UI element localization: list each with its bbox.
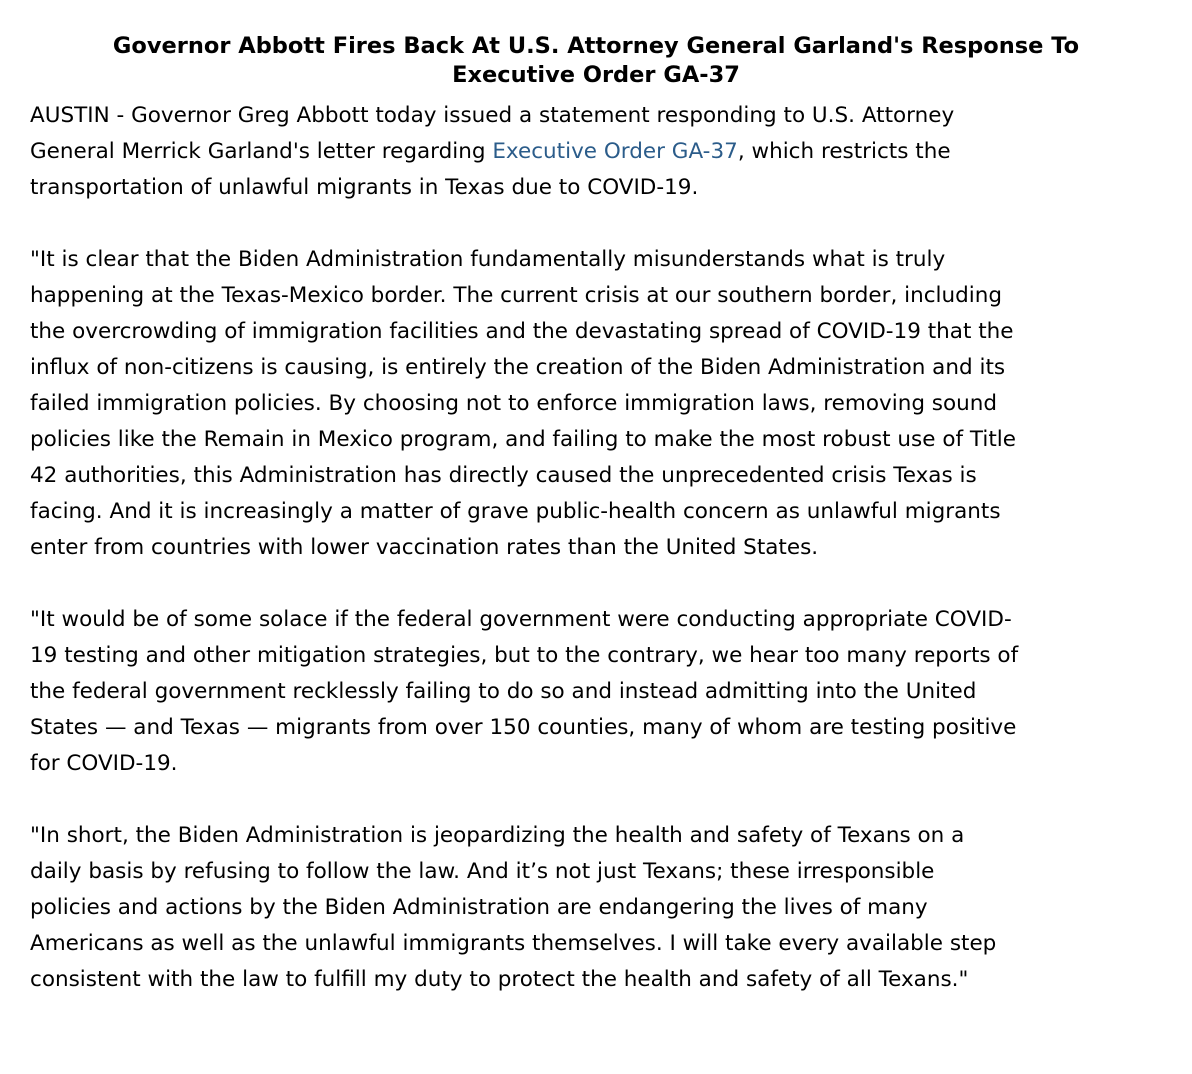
text-line: failed immigration policies. By choosing not to enforce immigration laws, removing sound: [30, 391, 998, 416]
text-line: Americans as well as the unlawful immigrants themselves. I will take every available step: [30, 931, 997, 956]
title-line: Governor Abbott Fires Back At U.S. Attorney General Garland's Response To: [112, 33, 1080, 59]
text-line: daily basis by refusing to follow the law. And it’s not just Texans; these irresponsible: [30, 859, 935, 884]
quote-paragraph: [30, 602, 1192, 782]
text-line: 19 testing and other mitigation strategies, but to the contrary, we hear too many reports of: [30, 643, 1019, 668]
executive-order-link[interactable]: Executive Order GA-37: [492, 139, 738, 164]
text-line: "It is clear that the Biden Administration fundamentally misunderstands what is truly: [30, 247, 946, 272]
text-line: the overcrowding of immigration facilities and the devastating spread of COVID-19 that the: [30, 319, 1014, 344]
title-line: Executive Order GA-37: [452, 62, 740, 88]
text-line: policies like the Remain in Mexico program, and failing to make the most robust use of Title: [30, 427, 1016, 452]
text-line: [30, 134, 1192, 170]
text-line: consistent with the law to fulfill my duty to protect the health and safety of all Texans.": [30, 967, 969, 992]
text-line: "It would be of some solace if the federal government were conducting appropriate COVID-: [30, 607, 1012, 632]
text-segment: , which restricts the: [737, 139, 951, 164]
text-line: for COVID-19.: [30, 751, 178, 776]
text-line: enter from countries with lower vaccination rates than the United States.: [30, 535, 819, 560]
article-body: [30, 98, 1192, 998]
intro-paragraph: [30, 98, 1192, 206]
text-line: influx of non-citizens is causing, is entirely the creation of the Biden Administration and its: [30, 355, 1006, 380]
page-title: [20, 32, 1172, 90]
text-line: 42 authorities, this Administration has directly caused the unprecedented crisis Texas is: [30, 463, 977, 488]
text-line: AUSTIN - Governor Greg Abbott today issued a statement responding to U.S. Attorney: [30, 103, 955, 128]
quote-paragraph: [30, 818, 1192, 998]
text-line: the federal government recklessly failing to do so and instead admitting into the United: [30, 679, 977, 704]
text-line: facing. And it is increasingly a matter of grave public-health concern as unlawful migrants: [30, 499, 1001, 524]
text-line: policies and actions by the Biden Administration are endangering the lives of many: [30, 895, 928, 920]
text-segment: General Merrick Garland's letter regarding: [30, 139, 493, 164]
text-line: transportation of unlawful migrants in Texas due to COVID-19.: [30, 175, 699, 200]
text-line: "In short, the Biden Administration is jeopardizing the health and safety of Texans on a: [30, 823, 965, 848]
quote-paragraph: [30, 242, 1192, 566]
text-line: happening at the Texas-Mexico border. The current crisis at our southern border, including: [30, 283, 1003, 308]
text-line: States — and Texas — migrants from over 150 counties, many of whom are testing positive: [30, 715, 1017, 740]
